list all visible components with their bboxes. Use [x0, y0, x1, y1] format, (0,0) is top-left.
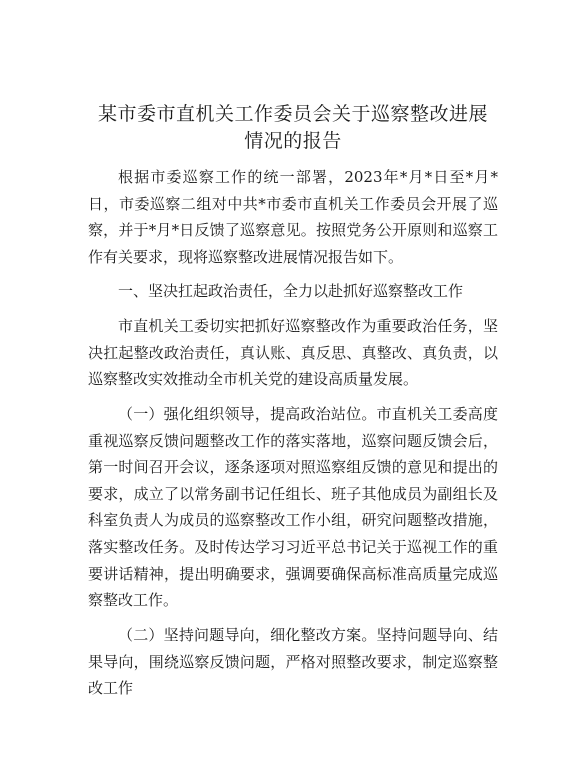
document-title — [88, 101, 498, 155]
body-paragraph: 市直机关工委切实把抓好巡察整改作为重要政治任务，坚决扛起整改政治责任，真认账、真反思、真整改、真负责，以巡察整改实效推动全市机关党的建设高质量发展。 — [88, 317, 498, 389]
title-line-1: 某市委市直机关工作委员会关于巡察整改进展 — [97, 103, 488, 125]
body-paragraph: （二）坚持问题导向，细化整改方案。坚持问题导向、结果导向，围绕巡察反馈问题，严格对照整改要求，制定巡察整改工作 — [88, 626, 498, 698]
intro-paragraph: 根据市委巡察工作的统一部署，2023年*月*日至*月*日，市委巡察二组对中共*市委市直机关工作委员会开展了巡察，并于*月*日反馈了巡察意见。按照党务公开原则和巡察工作有关要求，现将巡察整改进展情况报告如下。 — [88, 168, 498, 266]
title-line-2: 情况的报告 — [244, 130, 342, 152]
body-paragraph: （一）强化组织领导，提高政治站位。市直机关工委高度重视巡察反馈问题整改工作的落实落地，巡察问题反馈会后，第一时间召开会议，逐条逐项对照巡察组反馈的意见和提出的要求，成立了以常务副书记任组长、班子其他成员为副组长及科室负责人为成员的巡察整改工作小组，研究问题整改措施，落实整改任务。及时传达学习习近平总书记关于巡视工作的重要讲话精神，提出明确要求，强调要确保高标准高质量完成巡察整改工作。 — [88, 405, 498, 610]
document-page — [88, 0, 498, 759]
section-heading: 一、坚决扛起政治责任，全力以赴抓好巡察整改工作 — [118, 282, 464, 300]
